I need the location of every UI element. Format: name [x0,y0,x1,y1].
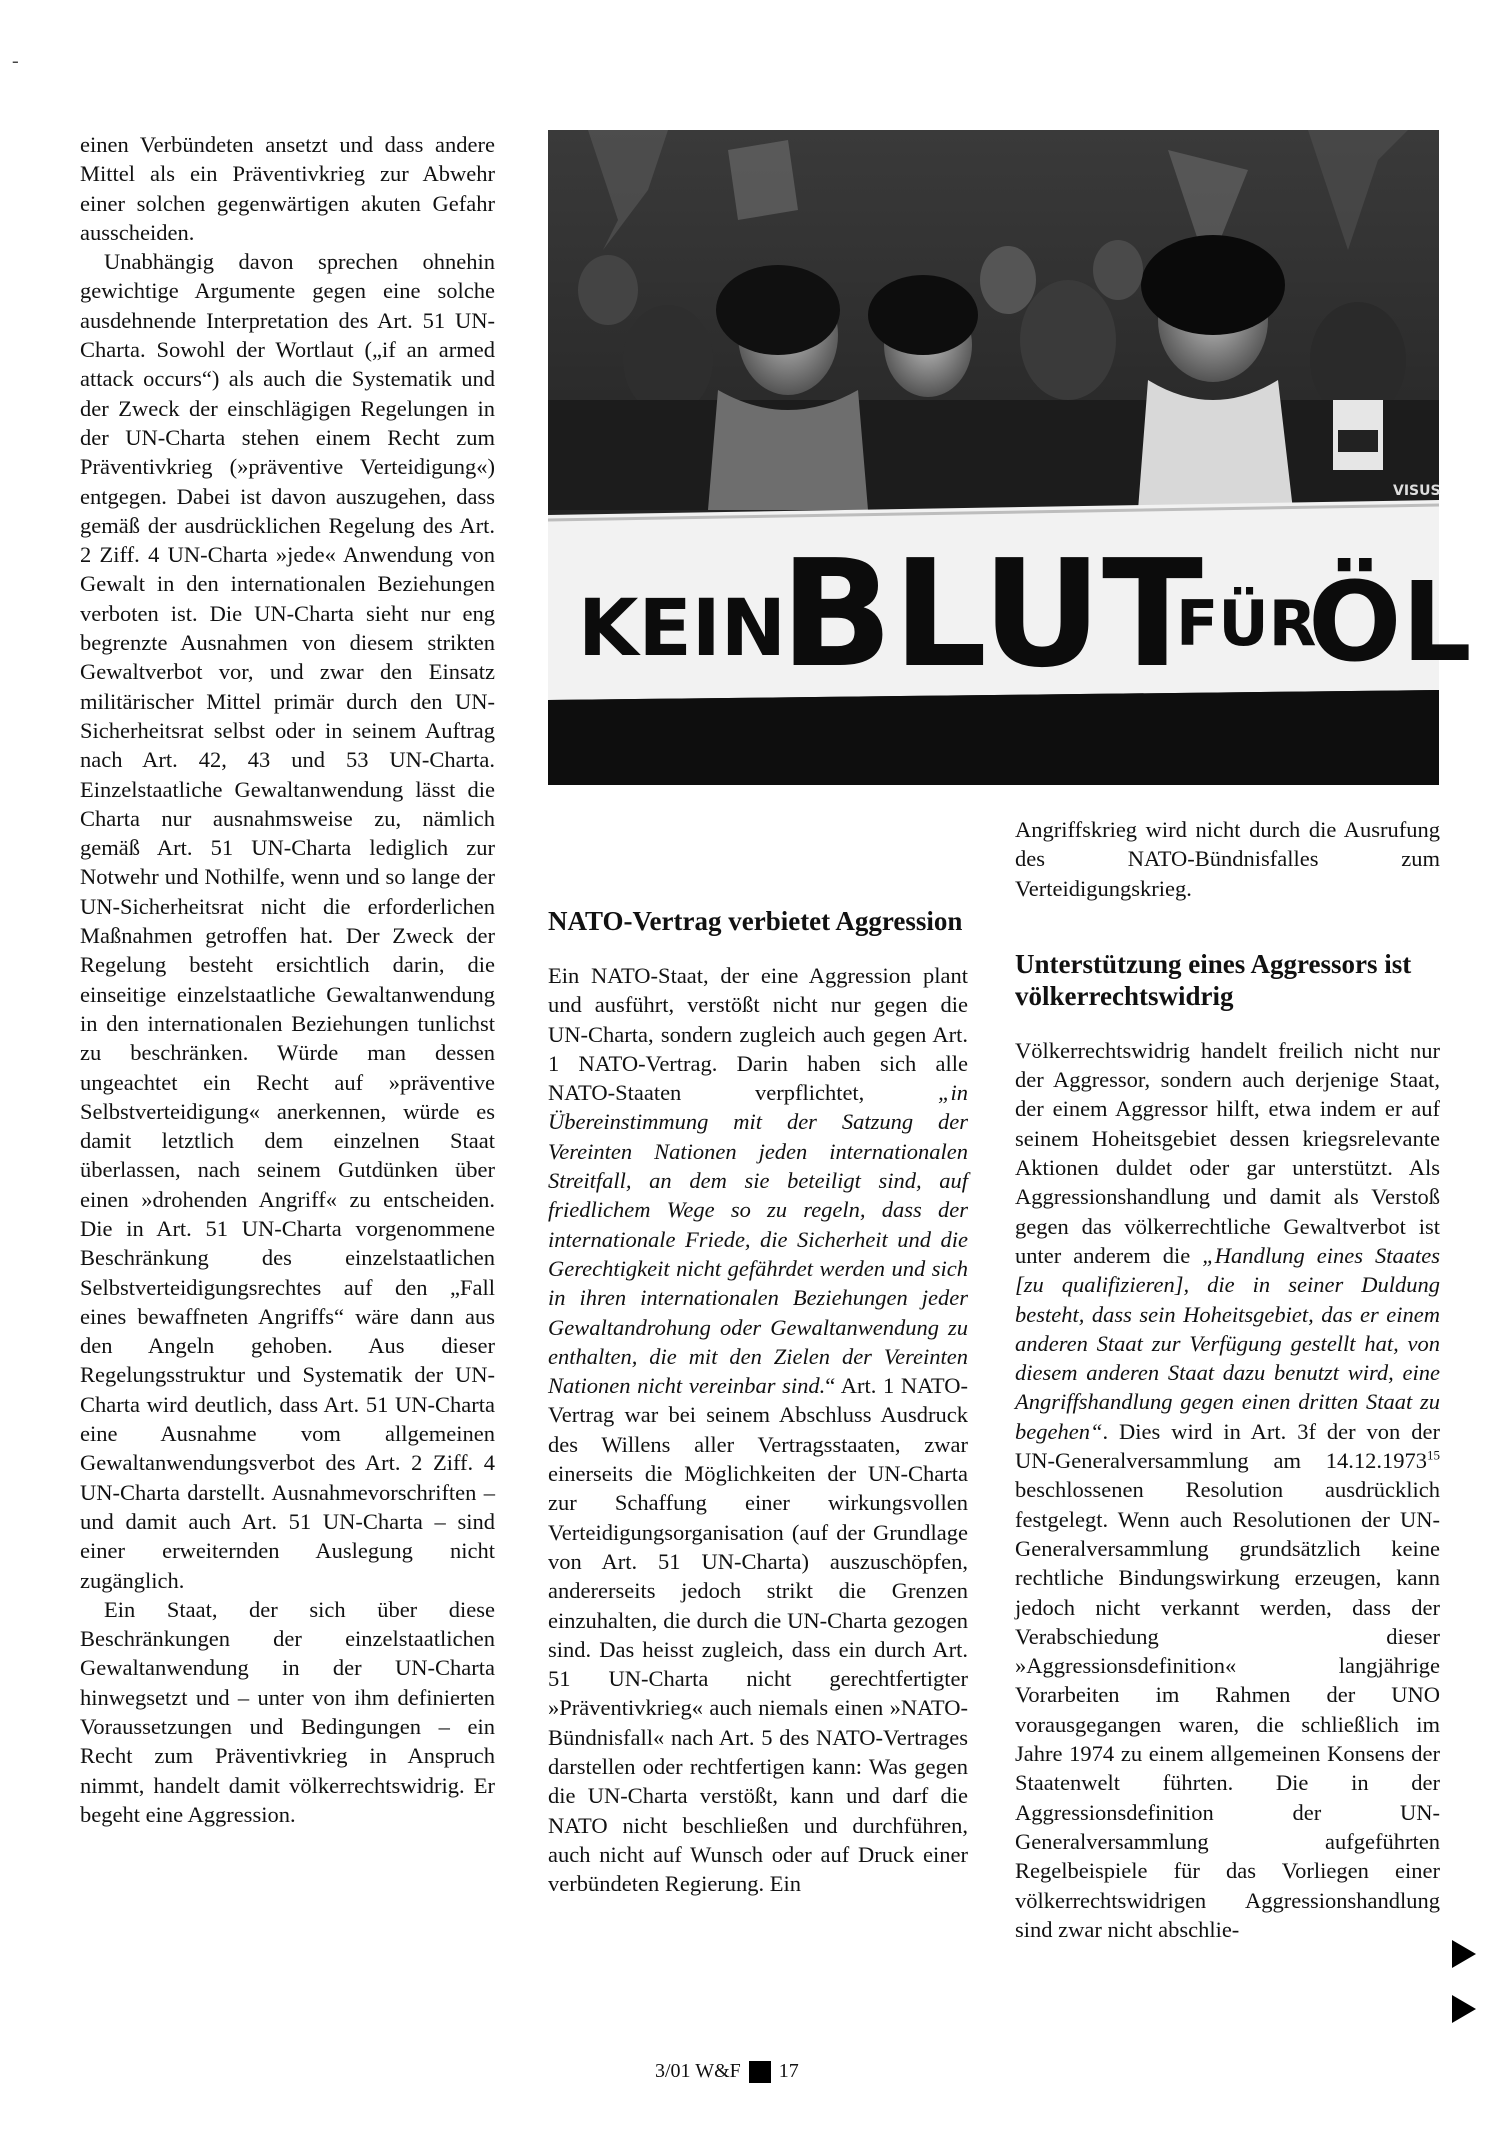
text-run: Ein NATO-Staat, der eine Aggression plant und ausführt, verstößt nicht nur gegen die UN-Charta, sondern zugleich auch gegen Art. 1 NATO-Vertrag. Darin haben sich alle NATO-Staaten verpflichtet, [548,963,968,1106]
corner-mark: - [12,50,19,72]
section-heading: NATO-Vertrag verbietet Aggression [548,906,963,936]
section-heading: Unterstützung eines Aggressors ist völkerrechtswidrig [1015,948,1412,1011]
banner-word: ÖL [1308,558,1472,686]
continue-arrow-icon [1452,1940,1476,1968]
banner-word: KEIN [578,584,787,674]
page-number: 17 [778,2060,799,2082]
paragraph: Unabhängig davon sprechen ohnehin gewichtige Argumente gegen eine solche ausdehnende Interpretation des Art. 51 UN-Charta. Sowohl der Wortlaut („if an armed attack occurs“) als auch die Systematik und der Zweck der einschlägigen Regelungen in der UN-Charta stehen einem Recht zum Präventivkrieg (»präventive Verteidigung«) entgegen. Dabei ist davon auszugehen, dass gemäß der ausdrücklichen Regelung des Art. 2 Ziff. 4 UN-Charta »jede« Anwendung von Gewalt in den internationalen Beziehungen verboten ist. Die UN-Charta sieht nur eng begrenzte Ausnahmen von diesem strikten Gewaltverbot vor, und zwar den Einsatz militärischer Mittel primär durch den UN-Sicherheitsrat selbst oder in seinem Auftrag nach Art. 42, 43 und 53 UN-Charta. Einzelstaatliche Gewaltanwendung lässt die Charta nur ausnahmsweise zu, nämlich gemäß Art. 51 UN-Charta lediglich zur Notwehr und Nothilfe, wenn und so lange der UN-Sicherheitsrat nicht die erforderlichen Maßnahmen getroffen hat. Der Zweck der Regelung besteht ersichtlich darin, die einseitige einzelstaatliche Gewaltanwendung in den internationalen Beziehungen tunlichst zu beschränken. Würde man dessen ungeachtet ein Recht auf »präventive Selbstverteidigung« anerkennen, würde es damit letztlich dem einzelnen Staat überlassen, nach seinem Gutdünken über einen »drohenden Angriff« zu entscheiden. Die in Art. 51 UN-Charta vorgenommene Beschränkung des einzelstaatlichen Selbstverteidigungsrechtes auf den „Fall eines bewaffneten Angriffs“ wäre dann aus den Angeln gehoben. Aus dieser Regelungsstruktur und Systematik der UN-Charta wird deutlich, dass Art. 51 UN-Charta eine Ausnahme vom allgemeinen Gewaltanwendungsverbot des Art. 2 Ziff. 4 UN-Charta darstellt. Ausnahmevorschriften – und damit auch Art. 51 UN-Charta – sind einer erweiternden Auslegung nicht zugänglich. [80,249,495,1593]
paragraph: Angriffskrieg wird nicht durch die Ausrufung des NATO-Bündnisfalles zum Verteidigungskrieg. [1015,817,1440,901]
banner-word: BLUT [780,528,1203,700]
text-run: Völkerrechtswidrig handelt freilich nicht nur der Aggressor, sondern auch derjenige Staat, der einem Aggressor hilft, etwa indem er auf seinem Hoheitsgebiet dessen kriegsrelevante Aktionen duldet oder gar unterstützt. Als Aggressionshandlung und damit als Verstoß gegen das völkerrechtliche Gewaltverbot ist unter anderem die [1015,1037,1440,1268]
photo-credit: VISUS [1393,483,1441,499]
right-column [1015,815,1440,1944]
square-icon [749,2061,771,2083]
footnote-marker: 15 [1427,1447,1440,1463]
middle-column [548,905,968,1899]
page-footer [655,2060,799,2083]
quote-text: „in Übereinstimmung mit der Satzung der Vereinten Nationen jeden internationalen Streitfall, an dem sie beteiligt sind, auf friedlichem Wege so zu regeln, dass der internationale Friede, die Sicherheit und die Gerechtigkeit nicht gefährdet werden und sich in ihren internationalen Beziehungen jeder Gewaltandrohung oder Gewaltanwendung zu enthalten, die mit den Zielen der Vereinten Nationen nicht vereinbar sind. [548,1080,968,1399]
paragraph [1015,1036,1440,1944]
text-run: beschlossenen Resolution ausdrücklich festgelegt. Wenn auch Resolutionen der UN-Generalversammlung grundsätzlich keine rechtliche Bindungswirkung erzeugen, kann jedoch nicht verkannt werden, dass der Verabschiedung dieser »Aggressionsdefinition« langjährige Vorarbeiten im Rahmen der UNO vorausgegangen waren, die schließlich im Jahre 1974 zu einem allgemeinen Konsens der Staatenwelt führten. Die in der Aggressionsdefinition der UN-Generalversammlung aufgeführten Regelbeispiele für das Vorliegen einer völkerrechtswidrigen Aggressionshandlung sind zwar nicht abschlie- [1015,1477,1440,1942]
paragraph: Ein Staat, der sich über diese Beschränkungen der einzelstaatlichen Gewaltanwendung in der UN-Charta hinwegsetzt und – unter von ihm definierten Voraussetzungen und Bedingungen – ein Recht zum Präventivkrieg in Anspruch nimmt, handelt damit völkerrechtswidrig. Er begeht eine Aggression. [80,1596,495,1827]
paragraph [548,961,968,1899]
text-run: . Dies wird in Art. 3f der von der UN-Generalversammlung am 14.12.1973 [1015,1418,1440,1474]
continue-arrow-icon [1452,1995,1476,2023]
banner-word: FÜR [1176,587,1317,660]
issue-label: 3/01 W&F [655,2060,741,2082]
protest-photo [548,130,1472,785]
quote-text: „Handlung eines Staates [zu qualifizieren], die in seiner Duldung besteht, dass sein Hoheitsgebiet, das er einem anderen Staat zur Verfügung gestellt hat, von diesem anderen Staat dazu benutzt wird, eine Angriffshandlung gegen einen dritten Staat zu begehen“ [1015,1242,1440,1444]
left-column [80,130,495,1829]
text-run: “ Art. 1 NATO-Vertrag war bei seinem Abschluss Ausdruck des Willens aller Vertragsstaaten, zwar einerseits die Möglichkeiten der UN-Charta zur Schaffung einer wirkungsvollen Verteidigungsorganisation (auf der Grundlage von Art. 51 UN-Charta) auszuschöpfen, andererseits jedoch strikt die Grenzen einzuhalten, die durch die UN-Charta gezogen sind. Das heisst zugleich, dass ein durch Art. 51 UN-Charta nicht gerechtfertigter »Präventivkrieg« auch niemals einen »NATO-Bündnisfall« nach Art. 5 des NATO-Vertrages darstellen oder rechtfertigen kann: Was gegen die UN-Charta verstößt, kann und darf die NATO nicht beschließen und durchführen, auch nicht auf Wunsch oder auf Druck einer verbündeten Regierung. Ein [548,1373,968,1897]
paragraph: einen Verbündeten ansetzt und dass andere Mittel als ein Präventivkrieg zur Abwehr einer solchen gegenwärtigen akuten Gefahr ausscheiden. [80,132,495,245]
